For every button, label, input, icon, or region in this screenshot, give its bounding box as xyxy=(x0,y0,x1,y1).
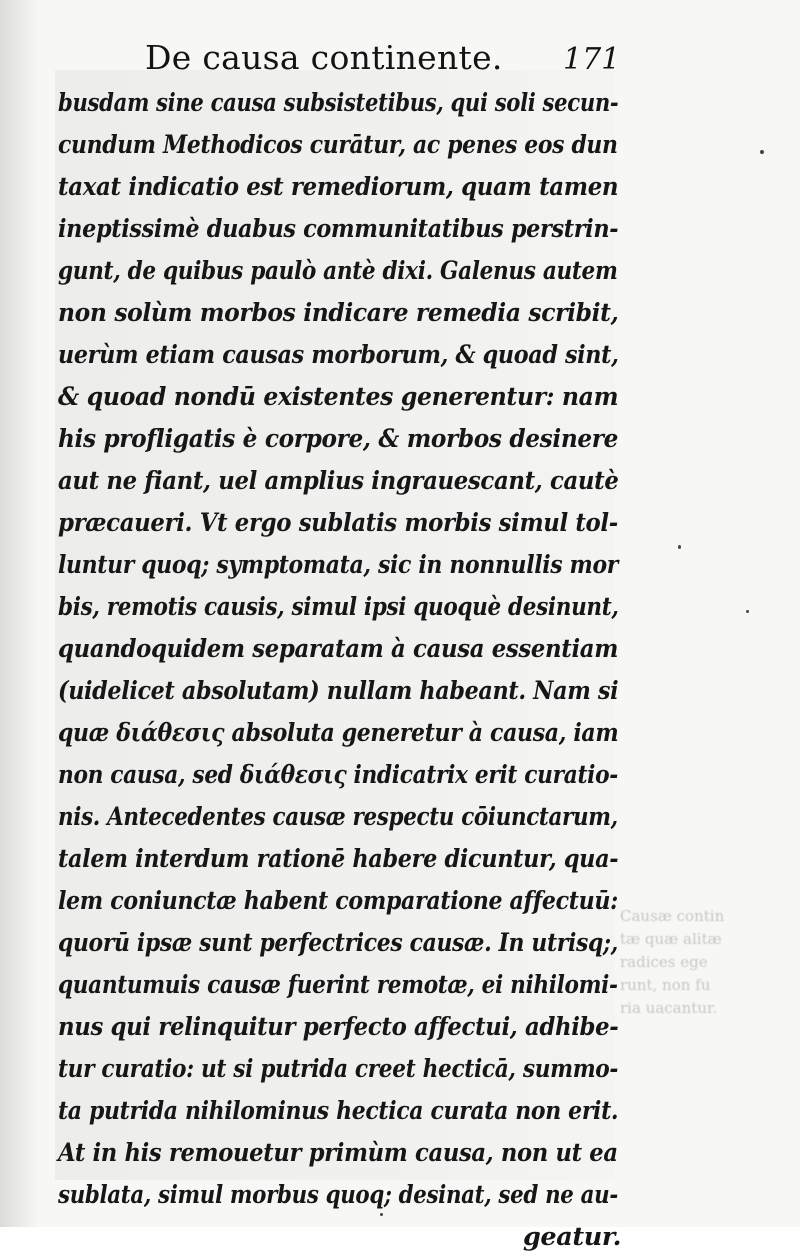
page-number: 171 xyxy=(563,42,621,77)
text-line: busdam sine causa subsistetibus, qui soli secun- xyxy=(58,88,619,118)
text-line: bis, remotis causis, simul ipsi quoquè desinunt, xyxy=(58,592,619,622)
text-line: his profligatis è corpore, & morbos desinere xyxy=(58,424,619,454)
show-through-line: runt, non fu xyxy=(620,976,711,994)
show-through-line: ria uacantur. xyxy=(620,999,718,1017)
text-line: præcaueri. Vt ergo sublatis morbis simul tol- xyxy=(58,508,618,538)
ink-speck xyxy=(380,1213,383,1216)
text-line: quantumuis causæ fuerint remotæ, ei nihilomi- xyxy=(58,970,618,1000)
text-line: nus qui relinquitur perfecto affectui, adhibe- xyxy=(58,1012,619,1042)
running-title: De causa continente. xyxy=(145,38,503,77)
ink-speck xyxy=(760,150,764,154)
text-line: luntur quoq; symptomata, sic in nonnullis mor xyxy=(58,550,619,580)
show-through-line: Causæ contin xyxy=(620,907,725,925)
catchword: geatur. xyxy=(523,1222,622,1252)
ink-speck xyxy=(678,545,681,549)
page-header xyxy=(145,38,625,88)
text-line: aut ne fiant, uel amplius ingrauescant, cautè xyxy=(58,466,619,496)
text-line: quorū ipsæ sunt perfectrices causæ. In utrisq;, xyxy=(58,928,618,958)
show-through-line: radices ege xyxy=(620,953,708,971)
show-through-line: tæ quæ alitæ xyxy=(620,930,722,948)
text-line: taxat indicatio est remediorum, quam tamen xyxy=(58,172,619,202)
text-line: nis. Antecedentes causæ respectu cōiunctarum, xyxy=(58,802,618,832)
text-line: ta putrida nihilominus hectica curata non erit. xyxy=(58,1096,619,1126)
text-line: talem interdum rationē habere dicuntur, qua- xyxy=(58,844,619,874)
text-line: sublata, simul morbus quoq; desinat, sed ne au- xyxy=(58,1180,618,1210)
text-line: gunt, de quibus paulò antè dixi. Galenus autem xyxy=(58,256,618,286)
text-line: tur curatio: ut si putrida creet hecticā, summo- xyxy=(58,1054,619,1084)
text-line: ineptissimè duabus communitatibus perstrin- xyxy=(58,214,619,244)
text-line: quandoquidem separatam à causa essentiam xyxy=(58,634,619,664)
text-line: & quoad nondū existentes generentur: nam xyxy=(58,382,619,412)
text-line: uerùm etiam causas morborum, & quoad sint, xyxy=(58,340,619,370)
text-line: quæ διάθεσις absoluta generetur à causa, iam xyxy=(58,718,619,748)
text-line: non causa, sed διάθεσις indicatrix erit curatio- xyxy=(58,760,618,790)
text-line: non solùm morbos indicare remedia scribit, xyxy=(58,298,619,328)
body-text xyxy=(58,82,628,1258)
ink-speck xyxy=(746,610,749,613)
text-line: At in his remouetur primùm causa, non ut ea xyxy=(58,1138,618,1168)
show-through-margin-note xyxy=(620,905,770,1020)
text-line: lem coniunctæ habent comparatione affectuū: xyxy=(58,886,618,916)
text-line: (uidelicet absolutam) nullam habeant. Nam si xyxy=(58,676,619,706)
page-gutter-shadow xyxy=(0,0,38,1227)
text-line: cundum Methodicos curātur, ac penes eos dun xyxy=(58,130,618,160)
